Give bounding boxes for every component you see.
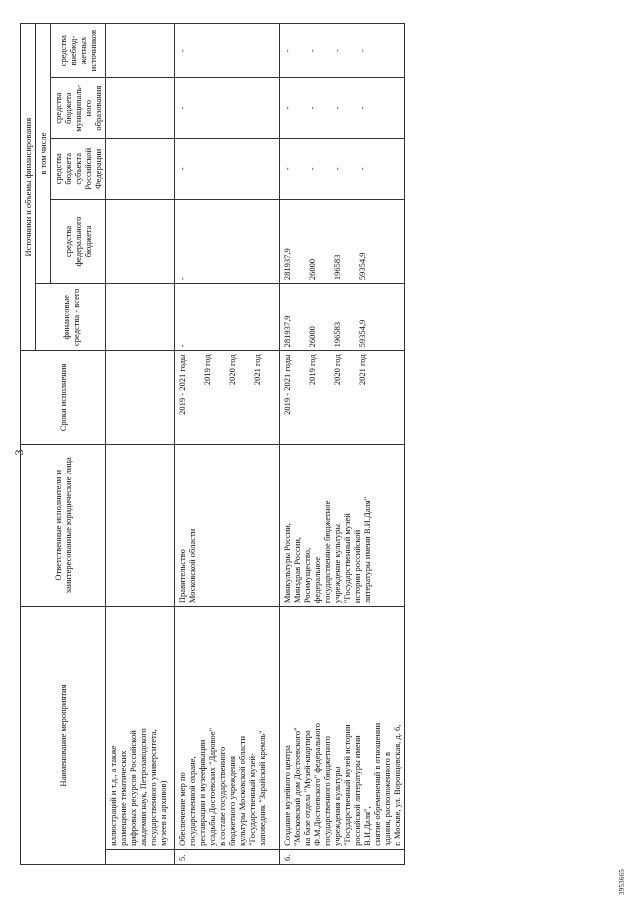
row-number [106, 849, 175, 864]
table-row [106, 24, 175, 865]
total-amount [106, 284, 175, 351]
financing-table [20, 23, 405, 865]
external-value: - [332, 49, 343, 53]
measure-name-line: учреждения культуры [332, 766, 343, 846]
regional-value: - [332, 167, 343, 171]
municipal-amount [106, 78, 175, 139]
measure-name-line: "Государственный музей- [247, 753, 258, 846]
header-federal: средства федерального бюджета [51, 199, 106, 284]
total-amount [175, 284, 280, 351]
row-number-text: 6. [282, 854, 293, 861]
term [280, 351, 405, 444]
header-sources: Источники и объемы финансирования [21, 24, 36, 351]
responsible-line: государственное бюджетное [322, 500, 333, 604]
regional-value [252, 142, 263, 196]
total-value: 196583 [332, 321, 343, 348]
regional-value: - [177, 167, 188, 171]
term-value: 2021 год [357, 354, 368, 386]
responsible-line: Правительство [177, 549, 188, 604]
municipal-amount [175, 78, 280, 139]
total-value [227, 287, 238, 347]
measure-name-line: цифровых ресурсов Российской [128, 730, 139, 846]
term-value: 2019 год [202, 354, 213, 386]
federal-value: 26000 [307, 258, 318, 281]
header-external: средства внебюд-жетных источников [51, 24, 106, 78]
header-regional: средства бюджета субъекта Российской Федерации [51, 138, 106, 199]
municipal-value: - [332, 106, 343, 110]
municipal-value: - [357, 106, 368, 110]
measure-name-line: "Московский дом Достоевского" [292, 727, 303, 846]
regional-value [227, 142, 238, 196]
external-amount [175, 24, 280, 78]
regional-value: - [357, 167, 368, 171]
federal-value: 281937,9 [282, 248, 293, 281]
federal-value: 196583 [332, 254, 343, 281]
term-value: 2019 - 2021 годы [177, 354, 188, 415]
external-value [227, 27, 238, 74]
responsible-line: Росимущество, [302, 547, 313, 604]
document-code: 3953665 [618, 869, 626, 895]
responsible-line: "Государственный музей [342, 513, 353, 604]
measure-name-line: "Государственный музей истории [342, 724, 353, 846]
header-including: в том числе [36, 24, 51, 284]
responsible-line: Минкультуры России, [282, 523, 293, 604]
responsible-line: литературы имени В.И.Даля" [362, 496, 373, 604]
federal-amount [175, 199, 280, 284]
table-header [21, 24, 106, 865]
total-value [202, 287, 213, 347]
measure-name-line: культуры Московской области [237, 735, 248, 846]
measure-name-line: государственного бюджетного [322, 736, 333, 846]
measure-name-line: снятие обременений в отношении [372, 722, 383, 846]
measure-name-line: бюджетного учреждения [227, 756, 238, 846]
measure-name [280, 607, 405, 850]
municipal-value: - [307, 106, 318, 110]
federal-value [202, 203, 213, 281]
municipal-value [252, 81, 263, 135]
municipal-amount [280, 78, 405, 139]
term [106, 351, 175, 444]
measure-name [106, 607, 175, 850]
measure-name-line: российской литературы имени [352, 735, 363, 846]
federal-value [227, 203, 238, 281]
measure-name-line: Ф.М.Достоевского" федерального [312, 722, 323, 846]
header-total: финансовые средства - всего [36, 284, 106, 351]
measure-name-line: размещение тематических [118, 750, 129, 846]
header-term: Сроки исполнения [21, 351, 106, 444]
measure-name-line: государственной охране, [187, 756, 198, 846]
responsible [280, 444, 405, 607]
total-amount [280, 284, 405, 351]
measure-name-line: В.И.Даля", [362, 806, 373, 846]
measure-name-line: музеев и архивов) [158, 780, 169, 846]
table-row [280, 24, 405, 865]
measure-name-line: иллюстраций и т.д., а также [108, 745, 119, 846]
header-responsible: Ответственные исполнители и заинтересованные юридические лица [21, 444, 106, 607]
measure-name-line: г. Москве, ул. Воронцовская, д. 6, [392, 724, 403, 846]
term-value: 2019 - 2021 годы [282, 354, 293, 415]
row-number [280, 849, 405, 864]
federal-amount [280, 199, 405, 284]
responsible-line: Минздрав России, [292, 537, 303, 604]
measure-name [175, 607, 280, 850]
federal-amount [106, 199, 175, 284]
external-value [252, 27, 263, 74]
external-amount [106, 24, 175, 78]
responsible-line: федеральное [312, 556, 323, 604]
municipal-value: - [177, 106, 188, 110]
federal-value: - [177, 277, 188, 281]
total-value [252, 287, 263, 347]
total-value: 59354,9 [357, 319, 368, 348]
responsible-line: учреждение культуры [332, 524, 343, 604]
measure-name-line: Создание музейного центра [282, 745, 293, 846]
external-value: - [357, 49, 368, 53]
measure-name-line: государственного университета, [148, 729, 159, 846]
header-name: Наименование мероприятия [21, 607, 106, 865]
measure-name-line: академии наук, Петрозаводского [138, 728, 149, 846]
total-value: - [177, 344, 188, 348]
measure-name-line: усадьбы Достоевских "Даровое" [207, 727, 218, 846]
responsible-line: истории российской [352, 529, 363, 604]
term-value: 2019 год [307, 354, 318, 386]
external-amount [280, 24, 405, 78]
external-value: - [177, 49, 188, 53]
regional-value [202, 142, 213, 196]
page-number: 3 [12, 449, 26, 456]
regional-amount [106, 138, 175, 199]
regional-value: - [307, 167, 318, 171]
term-value: 2020 год [227, 354, 238, 386]
term-value: 2021 год [252, 354, 263, 386]
row-number-text: 5. [177, 854, 188, 861]
row-number [175, 849, 280, 864]
measure-name-line: здания, расположенного в [382, 751, 393, 846]
federal-value: 59354,9 [357, 252, 368, 281]
municipal-value: - [282, 106, 293, 110]
measure-name-line: заповедник "Зарайский кремль" [257, 730, 268, 846]
term [175, 351, 280, 444]
term-value: 2020 год [332, 354, 343, 386]
regional-amount [280, 138, 405, 199]
measure-name-line: Обеспечение мер по [177, 772, 188, 846]
measure-name-line: реставрации и музеефикации [197, 739, 208, 846]
total-value: 26000 [307, 326, 318, 348]
measure-name-line: в составе государственного [217, 746, 228, 846]
responsible [175, 444, 280, 607]
header-municipal: средства бюджета муниципаль-ного образования [51, 78, 106, 139]
measure-name-line: на базе отдела "Музей-квартира [302, 730, 313, 846]
external-value: - [307, 49, 318, 53]
responsible [106, 444, 175, 607]
municipal-value [227, 81, 238, 135]
external-value: - [282, 49, 293, 53]
table-body [106, 24, 405, 865]
regional-value: - [282, 167, 293, 171]
total-value: 281937,9 [282, 315, 293, 348]
responsible-line: Московской области [187, 528, 198, 604]
external-value [202, 27, 213, 74]
table-row [175, 24, 280, 865]
federal-value [252, 203, 263, 281]
municipal-value [202, 81, 213, 135]
regional-amount [175, 138, 280, 199]
